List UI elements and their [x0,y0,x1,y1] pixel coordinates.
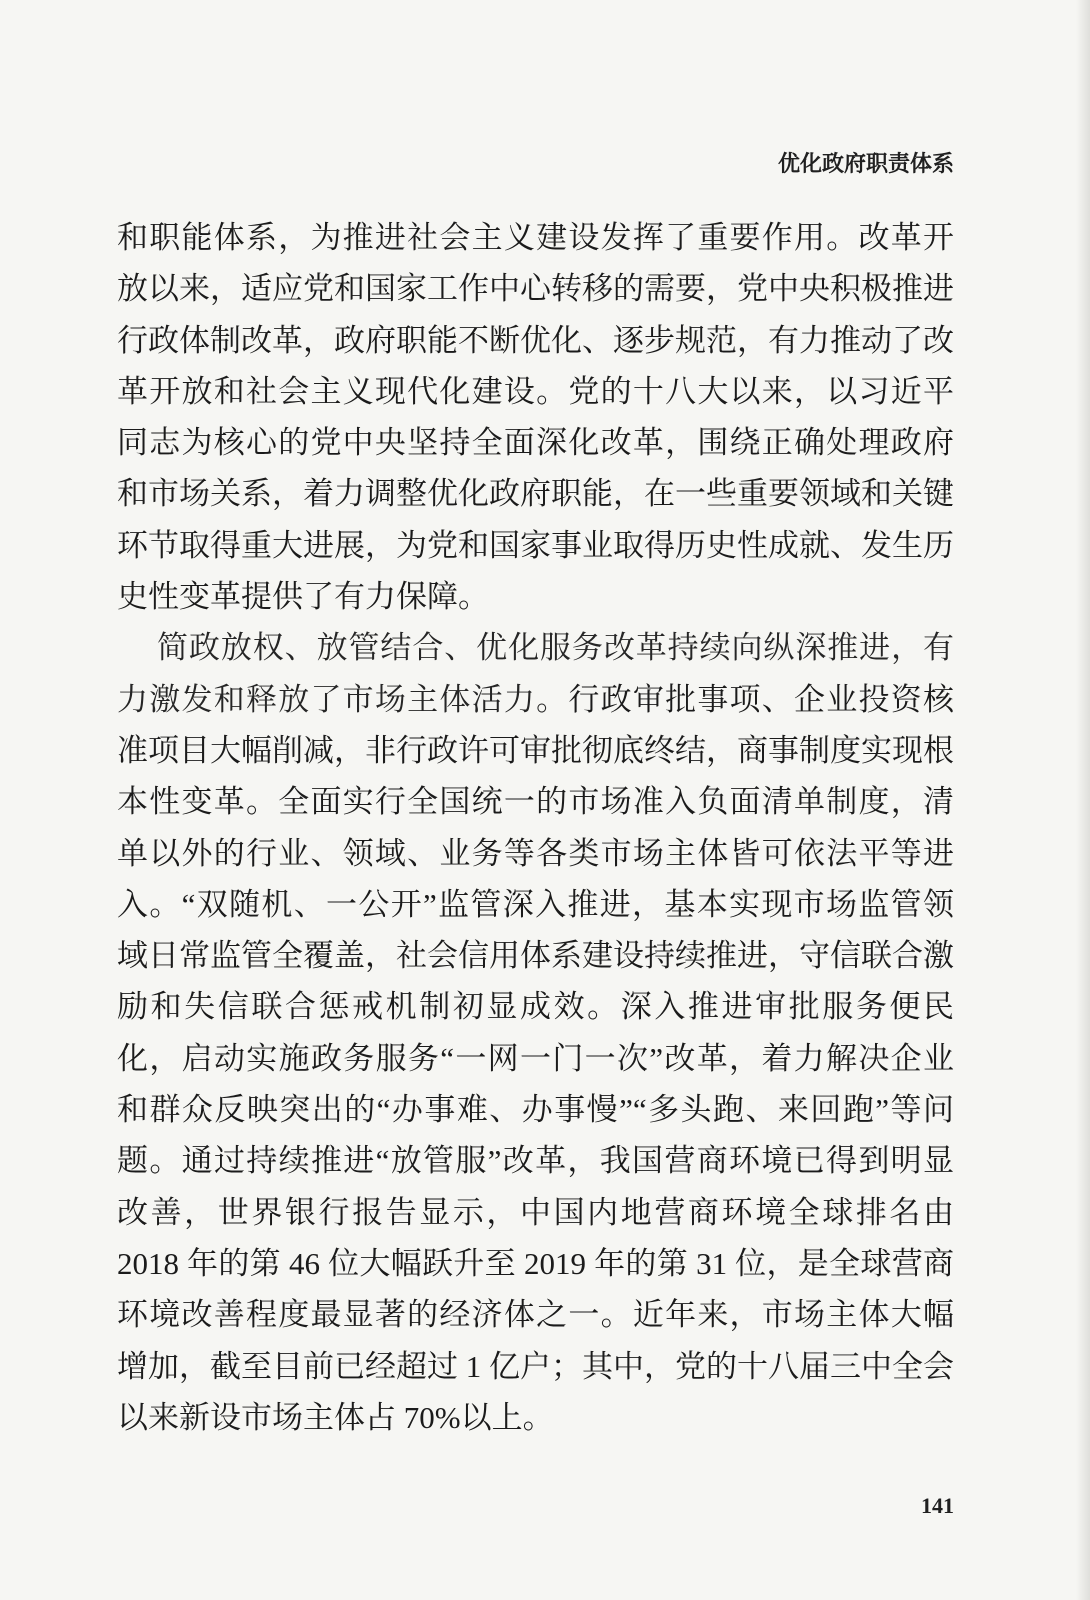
text-line: 入。“双随机、一公开”监管深入推进，基本实现市场监管领 [117,886,954,922]
text-line: 准项目大幅削减，非行政许可审批彻底终结，商事制度实现根 [117,732,954,768]
text-line: 革开放和社会主义现代化建设。党的十八大以来，以习近平 [117,373,954,409]
text-line: 放以来，适应党和国家工作中心转移的需要，党中央积极推进 [117,271,954,307]
text-line: 和群众反映突出的“办事难、办事慢”“多头跑、来回跑”等问 [117,1092,954,1128]
text-line: 励和失信联合惩戒机制初显成效。深入推进审批服务便民 [117,989,954,1025]
text-line: 同志为核心的党中央坚持全面深化改革，围绕正确处理政府 [117,425,954,461]
paragraph [117,212,954,622]
emphasis-text: 简政放权、放管结合、优化服务改革持续向纵深推进，有 [157,630,954,666]
body-text [117,212,954,1443]
text-line: 环节取得重大进展，为党和国家事业取得历史性成就、发生历 [117,527,954,563]
text-line: 和市场关系，着力调整优化政府职能，在一些重要领域和关键 [117,476,954,512]
text-line: 以来新设市场主体占 70%以上。 [117,1399,554,1435]
text-line: 本性变革。全面实行全国统一的市场准入负面清单制度，清 [117,784,954,820]
text-line: 行政体制改革，政府职能不断优化、逐步规范，有力推动了改 [117,322,954,358]
text-line: 化，启动实施政务服务“一网一门一次”改革，着力解决企业 [117,1040,954,1076]
emphasis-text: 力激发和释放了市场主体活力。 [117,681,569,717]
text-line: 和职能体系，为推进社会主义建设发挥了重要作用。改革开 [117,220,954,255]
text-line: 2018 年的第 46 位大幅跃升至 2019 年的第 31 位，是全球营商 [117,1245,954,1281]
text-line [117,674,954,725]
text-line: 改善，世界银行报告显示，中国内地营商环境全球排名由 [117,1194,954,1230]
line-text: 行政审批事项、企业投资核 [568,681,954,717]
page-number: 141 [921,1493,954,1518]
text-line: 环境改善程度最显著的经济体之一。近年来，市场主体大幅 [117,1297,954,1333]
text-line: 域日常监管全覆盖，社会信用体系建设持续推进，守信联合激 [117,938,954,974]
paragraph [117,622,954,1443]
text-line [117,622,954,673]
text-line: 增加，截至目前已经超过 1 亿户；其中，党的十八届三中全会 [117,1348,954,1384]
text-line: 题。通过持续推进“放管服”改革，我国营商环境已得到明显 [117,1143,954,1179]
text-line: 单以外的行业、领域、业务等各类市场主体皆可依法平等进 [117,835,954,871]
text-line: 史性变革提供了有力保障。 [117,579,489,615]
running-header: 优化政府职责体系 [777,152,954,177]
